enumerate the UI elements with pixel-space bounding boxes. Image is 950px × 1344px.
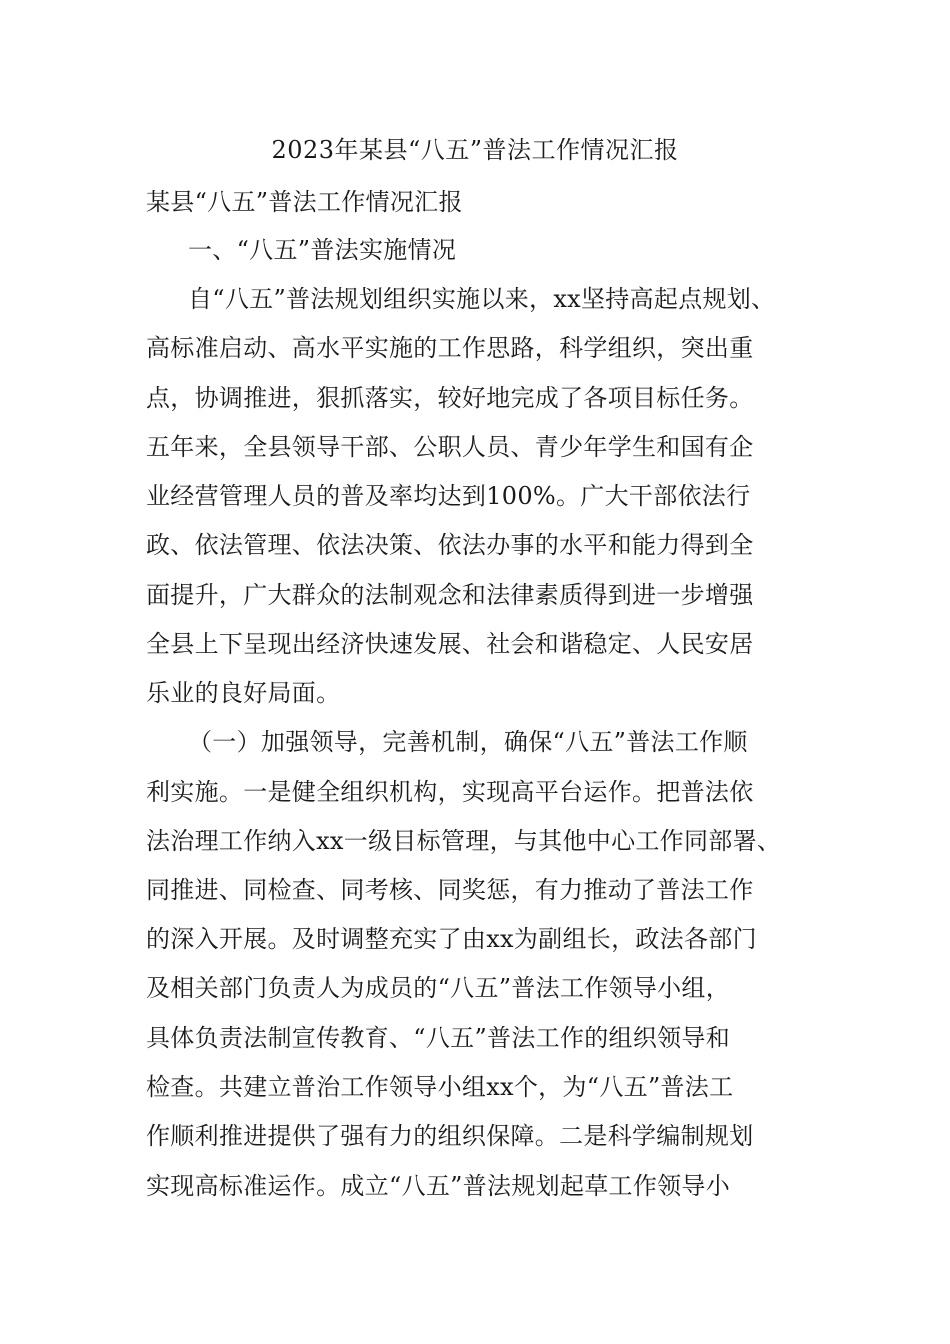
paragraph-line: （一）加强领导，完善机制，确保“八五”普法工作顺 — [188, 728, 748, 756]
section-heading: 一、“八五”普法实施情况 — [188, 236, 457, 264]
paragraph-line: 自“八五”普法规划组织实施以来，xx坚持高起点规划、 — [188, 285, 776, 313]
paragraph-line: 实现高标准运作。成立“八五”普法规划起草工作领导小 — [146, 1172, 731, 1200]
paragraph-line: 检查。共建立普治工作领导小组xx个，为“八五”普法工 — [146, 1073, 734, 1101]
document-title: 2023年某县“八五”普法工作情况汇报 — [271, 136, 679, 164]
paragraph-line: 五年来，全县领导干部、公职人员、青少年学生和国有企 — [146, 433, 754, 461]
paragraph-line: 业经营管理人员的普及率均达到100%。广大干部依法行 — [146, 482, 751, 510]
paragraph-line: 乐业的良好局面。 — [146, 679, 341, 707]
paragraph-line: 利实施。一是健全组织机构，实现高平台运作。把普法依 — [146, 778, 754, 806]
paragraph-line: 法治理工作纳入xx一级目标管理，与其他中心工作同部署、 — [146, 827, 782, 855]
paragraph-line: 同推进、同检查、同考核、同奖惩，有力推动了普法工作 — [146, 876, 754, 904]
paragraph-line: 政、依法管理、依法决策、依法办事的水平和能力得到全 — [146, 531, 754, 559]
paragraph-line: 的深入开展。及时调整充实了由xx为副组长，政法各部门 — [146, 925, 757, 953]
paragraph-line: 及相关部门负责人为成员的“八五”普法工作领导小组， — [146, 974, 731, 1002]
paragraph-line: 点，协调推进，狠抓落实，较好地完成了各项目标任务。 — [146, 384, 754, 412]
paragraph-line: 面提升，广大群众的法制观念和法律素质得到进一步增强 — [146, 581, 754, 609]
paragraph-line: 全县上下呈现出经济快速发展、社会和谐稳定、人民安居 — [146, 630, 754, 658]
subtitle-line: 某县“八五”普法工作情况汇报 — [146, 188, 463, 216]
paragraph-line: 高标准启动、高水平实施的工作思路，科学组织，突出重 — [146, 334, 754, 362]
paragraph-line: 具体负责法制宣传教育、“八五”普法工作的组织领导和 — [146, 1024, 731, 1052]
paragraph-line: 作顺利推进提供了强有力的组织保障。二是科学编制规划 — [146, 1122, 754, 1150]
